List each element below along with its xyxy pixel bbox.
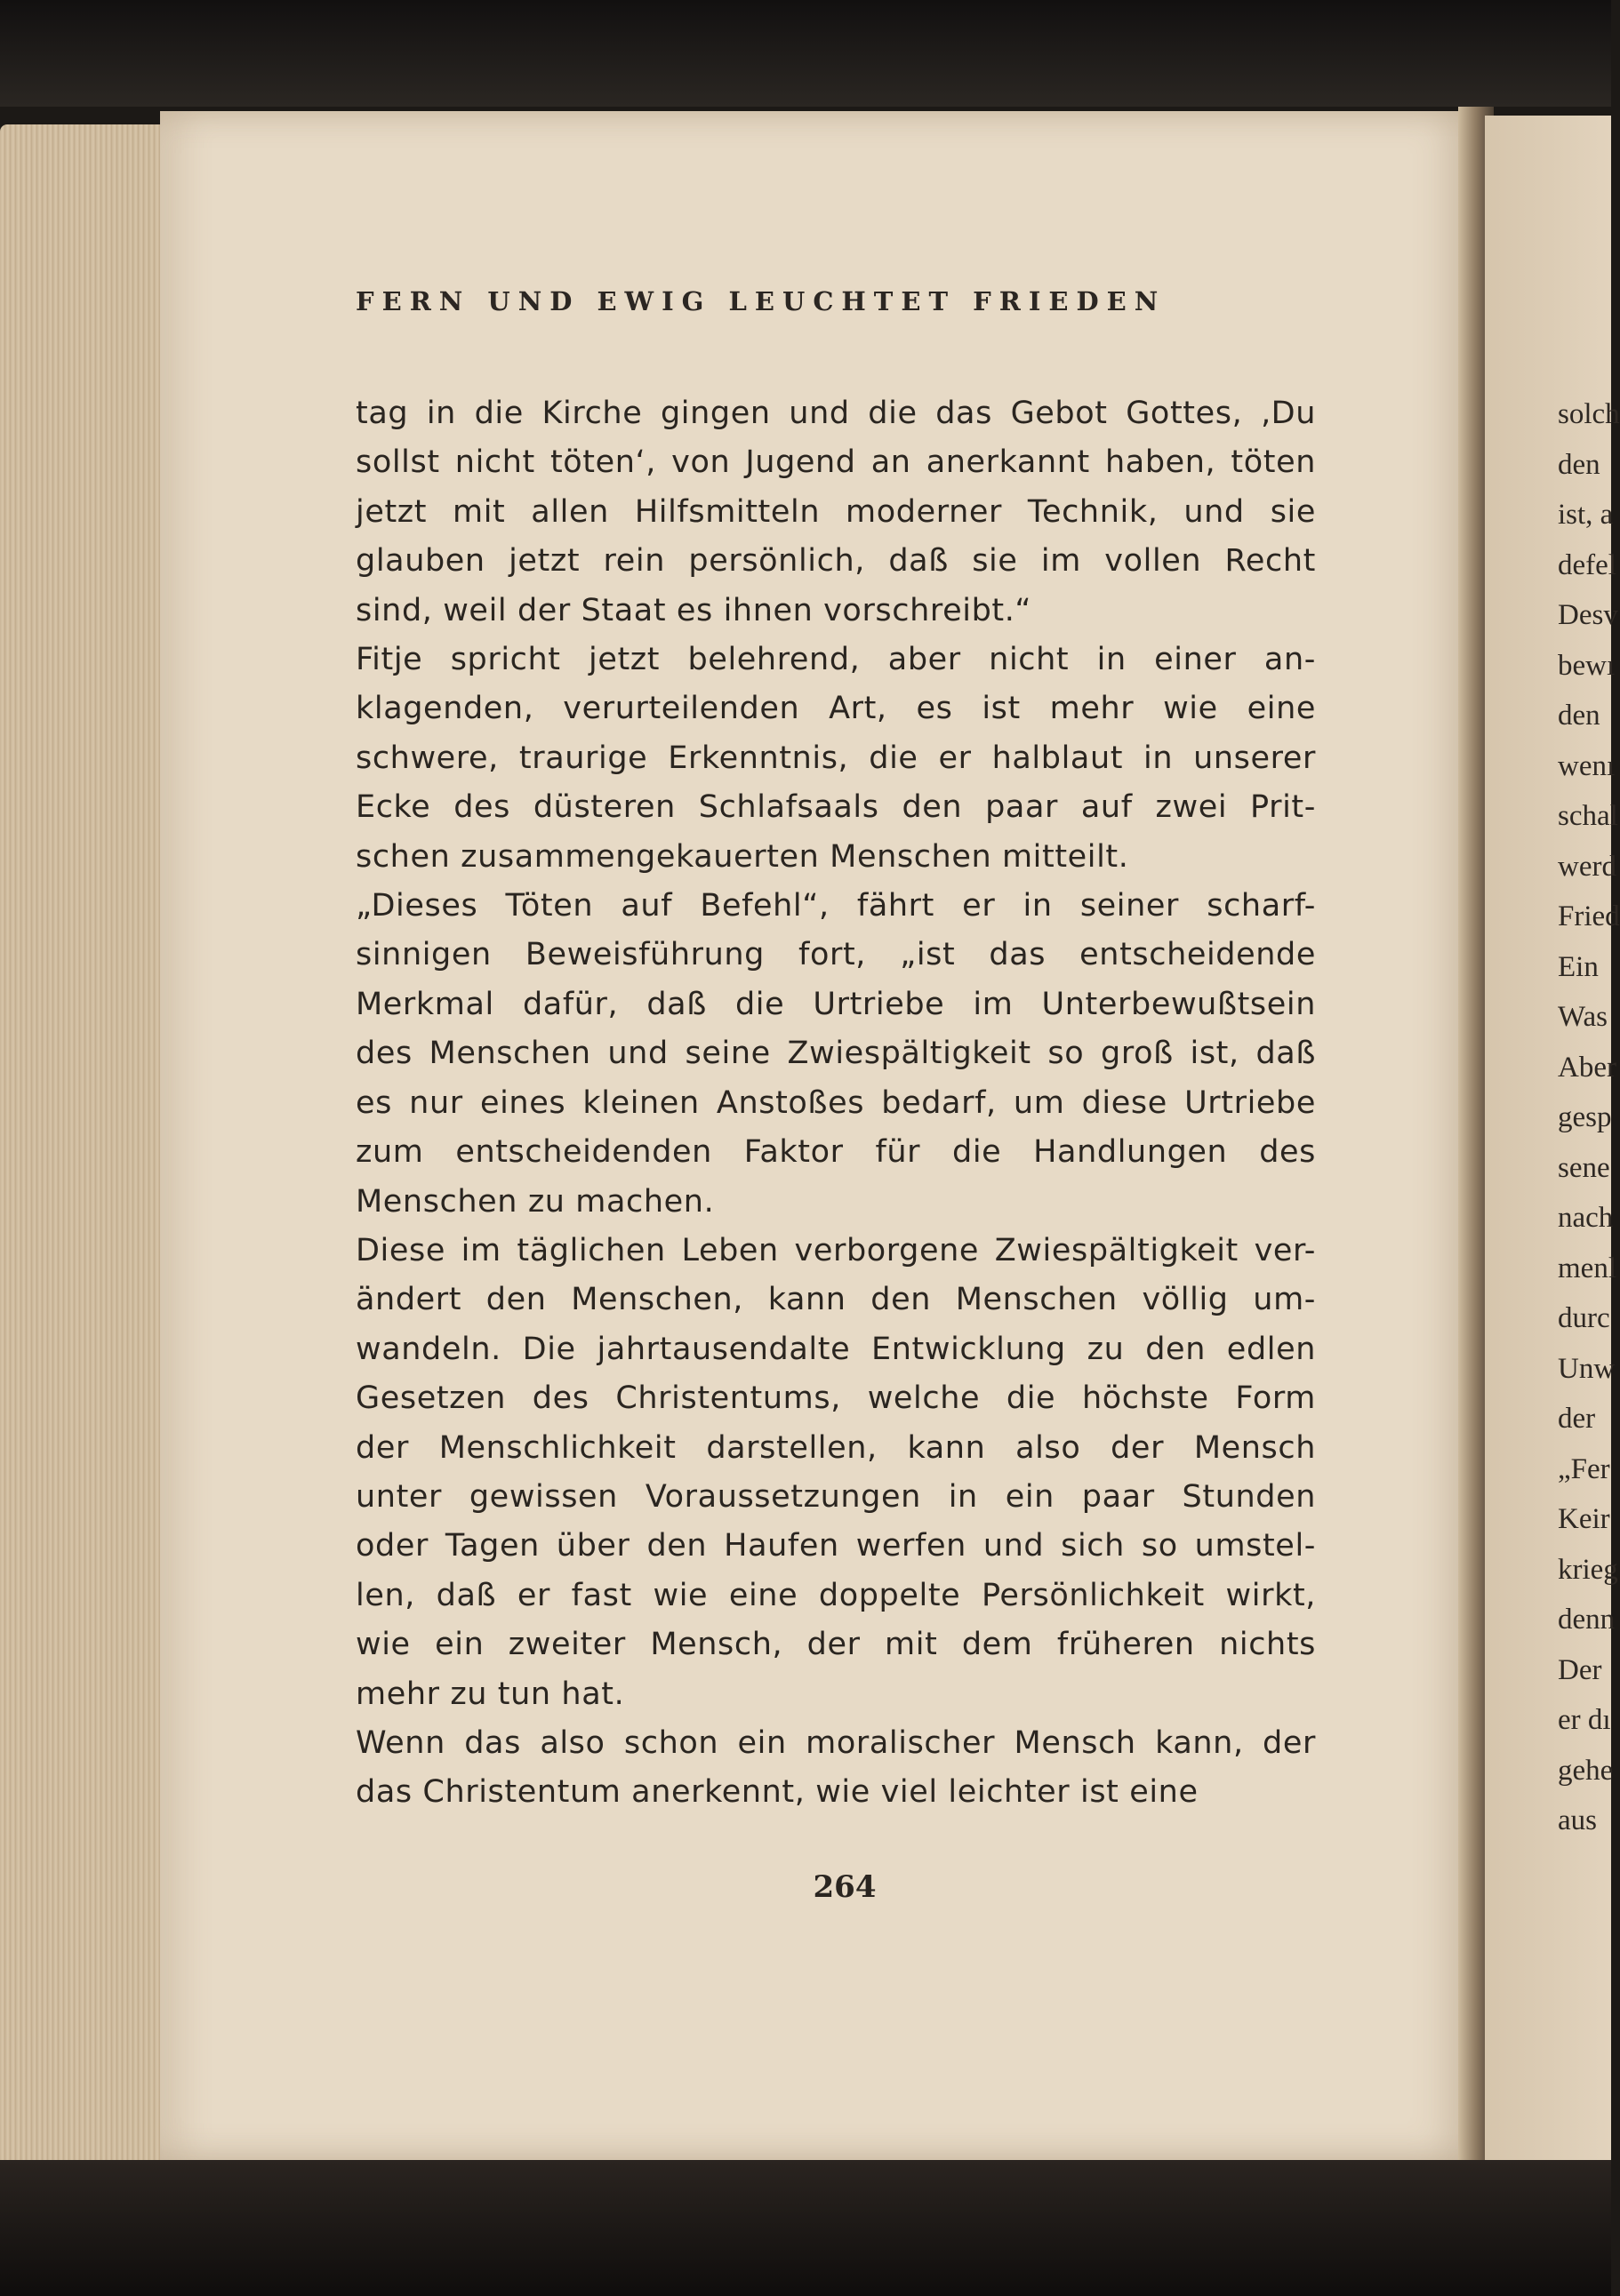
background-top — [0, 0, 1611, 107]
facing-page-fragment: nach — [1558, 1202, 1614, 1234]
facing-page-fragment: Fried — [1558, 900, 1620, 932]
facing-page-fragment: den — [1558, 448, 1600, 481]
facing-page-fragment: Was — [1558, 1001, 1608, 1033]
facing-page-fragment: solch — [1558, 398, 1620, 430]
facing-page-fragment: defel — [1558, 548, 1616, 581]
facing-page-fragment: aus — [1558, 1804, 1597, 1836]
facing-page-fragment: ist, a — [1558, 499, 1614, 531]
body-text — [356, 389, 1316, 1818]
facing-page-fragment: Keir — [1558, 1503, 1610, 1535]
text-line: der Menschlichkeit darstellen, kann also der Mensch — [356, 1429, 1316, 1466]
text-line: klagenden, verurteilenden Art, es ist mehr wie eine — [356, 691, 1316, 727]
text-line: Wenn das also schon ein moralischer Mensch kann, der — [356, 1724, 1316, 1761]
text-line: mehr zu tun hat. — [356, 1676, 625, 1712]
facing-page-fragment: durc — [1558, 1302, 1610, 1334]
text-line: tag in die Kirche gingen und die das Gebot Gottes, ‚Du — [356, 396, 1316, 431]
facing-page-fragment: menl — [1558, 1252, 1616, 1284]
text-line: Fitje spricht jetzt belehrend, aber nicht in einer an- — [356, 642, 1316, 678]
text-line: Ecke des düsteren Schlafsaals den paar auf zwei Prit- — [356, 789, 1316, 826]
text-line: Merkmal dafür, daß die Urtriebe im Unterbewußtsein — [356, 986, 1316, 1022]
facing-page-fragment: „Fer — [1558, 1452, 1610, 1485]
background-bottom — [0, 2160, 1611, 2296]
facing-page-text — [1558, 389, 1620, 1846]
text-line: wie ein zweiter Mensch, der mit dem früheren nichts — [356, 1627, 1316, 1663]
running-head: FERN UND EWIG LEUCHTET FRIEDEN — [356, 286, 1167, 316]
text-line: zum entscheidenden Faktor für die Handlungen des — [356, 1134, 1316, 1171]
text-line: schen zusammengekauerten Menschen mitteilt. — [356, 838, 1129, 875]
text-line: „Dieses Töten auf Befehl“, fährt er in seiner scharf- — [356, 888, 1316, 924]
text-line: oder Tagen über den Haufen werfen und sich so umstel- — [356, 1528, 1316, 1564]
facing-page-fragment: den — [1558, 700, 1600, 732]
facing-page-fragment: Unw — [1558, 1352, 1616, 1385]
text-line: das Christentum anerkennt, wie viel leichter ist eine — [356, 1774, 1199, 1811]
text-line: sind, weil der Staat es ihnen vorschreibt.“ — [356, 592, 1032, 628]
facing-page-fragment: sene — [1558, 1151, 1610, 1184]
facing-page-fragment: wenı — [1558, 749, 1616, 782]
facing-page-fragment: gesp — [1558, 1101, 1612, 1133]
text-line: unter gewissen Voraussetzungen in ein paar Stunden — [356, 1478, 1316, 1515]
text-line: Gesetzen des Christentums, welche die höchste Form — [356, 1380, 1316, 1417]
text-line: sollst nicht töten‘, von Jugend an anerkannt haben, töten — [356, 444, 1316, 481]
facing-page-fragment: er dı — [1558, 1704, 1611, 1736]
book-page-edges — [0, 124, 178, 2178]
facing-page-fragment: Der — [1558, 1653, 1602, 1686]
facing-page-fragment: Aber — [1558, 1051, 1616, 1084]
text-line: sinnigen Beweisführung fort, „ist das entscheidende — [356, 937, 1316, 973]
facing-page-fragment: der — [1558, 1403, 1596, 1435]
text-line: glauben jetzt rein persönlich, daß sie im vollen Recht — [356, 543, 1316, 580]
facing-page-fragment: werd — [1558, 850, 1616, 883]
text-line: ändert den Menschen, kann den Menschen völlig um- — [356, 1282, 1316, 1318]
text-line: Diese im täglichen Leben verborgene Zwiespältigkeit ver- — [356, 1232, 1316, 1268]
facing-page-fragment: bewı — [1558, 649, 1616, 682]
text-line: schwere, traurige Erkenntnis, die er halblaut in unserer — [356, 740, 1316, 776]
facing-page-fragment: Desv — [1558, 599, 1618, 631]
text-line: wandeln. Die jahrtausendalte Entwicklung zu den edlen — [356, 1331, 1316, 1367]
text-line: es nur eines kleinen Anstoßes bedarf, um diese Urtriebe — [356, 1084, 1316, 1121]
text-line: jetzt mit allen Hilfsmitteln moderner Technik, und sie — [356, 493, 1316, 530]
facing-page-fragment: gehe — [1558, 1754, 1614, 1787]
page-number: 264 — [813, 1869, 877, 1905]
facing-page-fragment: krieg — [1558, 1553, 1618, 1586]
facing-page-fragment: schal — [1558, 800, 1618, 832]
text-line: Menschen zu machen. — [356, 1183, 715, 1220]
facing-page-fragment: Ein — [1558, 950, 1599, 983]
text-line: des Menschen und seine Zwiespältigkeit so groß ist, daß — [356, 1036, 1316, 1072]
text-line: len, daß er fast wie eine doppelte Persönlichkeit wirkt, — [356, 1577, 1316, 1613]
facing-page-fragment: denn — [1558, 1604, 1616, 1636]
